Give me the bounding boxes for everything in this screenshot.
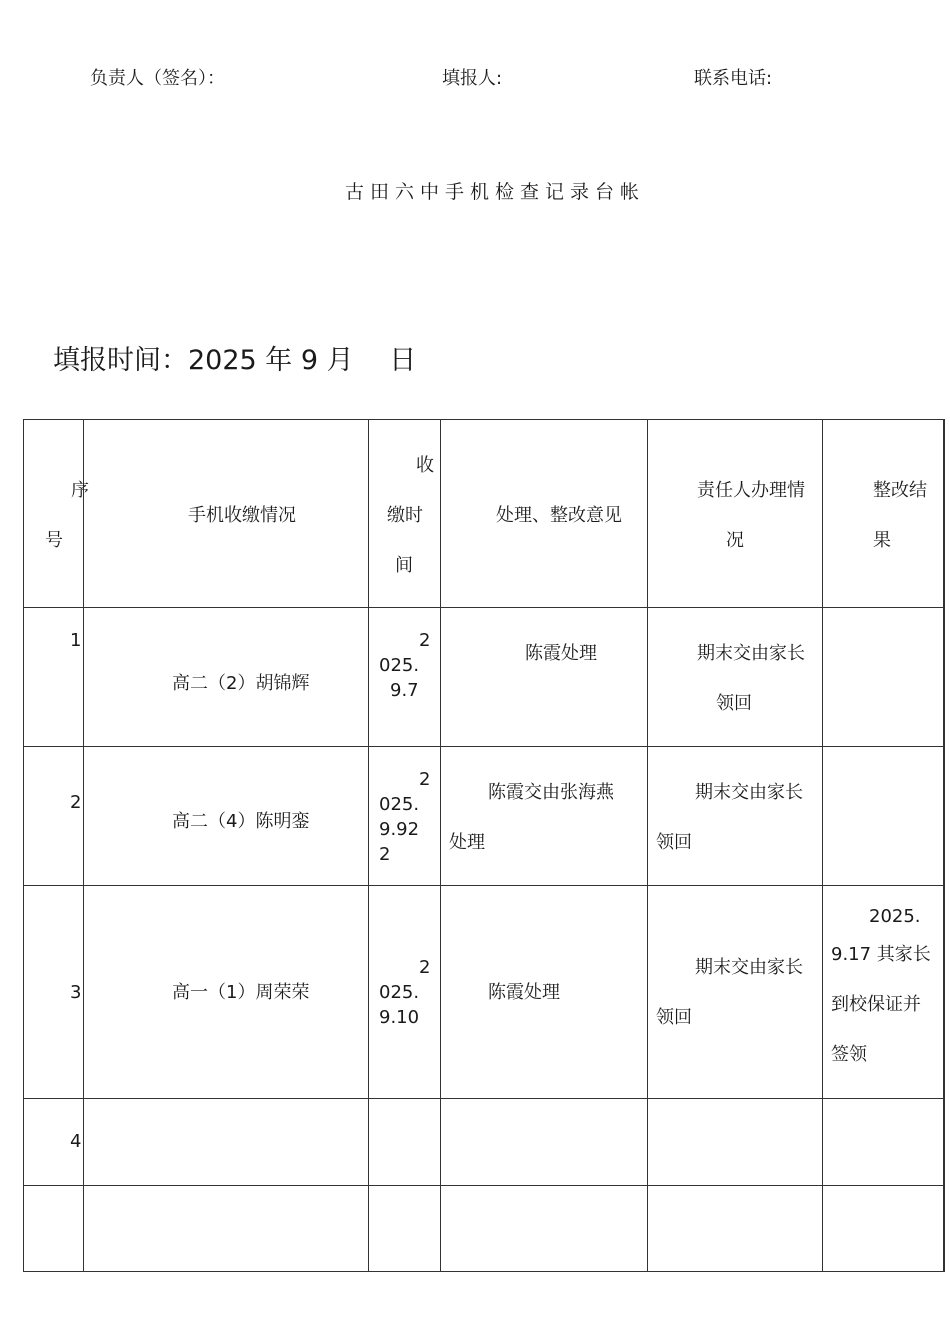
row-result-cell bbox=[823, 886, 945, 1099]
header-seq-part2: 号 bbox=[45, 530, 63, 551]
row-status-cell bbox=[84, 1099, 369, 1186]
header-status-label: 手机收缴情况 bbox=[188, 505, 296, 526]
responsible-signature-label: 负责人（签名）： bbox=[90, 68, 225, 89]
row-opinion-cell bbox=[441, 747, 648, 886]
header-time-part3: 间 bbox=[395, 555, 413, 576]
row-opinion-cell bbox=[441, 608, 648, 747]
row-status: 高一（1）周荣荣 bbox=[172, 982, 310, 1003]
header-opinion-label: 处理、整改意见 bbox=[496, 505, 622, 526]
row-time-line: 025. bbox=[379, 794, 420, 815]
row-time-line: 2 bbox=[419, 769, 431, 790]
header-handling-part2: 况 bbox=[726, 530, 744, 551]
row-opinion-line: 处理 bbox=[449, 832, 485, 853]
row-result-cell bbox=[823, 608, 945, 747]
table-row bbox=[24, 747, 945, 886]
row-time-line: 2 bbox=[379, 844, 391, 865]
row-result-cell bbox=[823, 1186, 945, 1272]
table-header-row bbox=[24, 420, 945, 608]
fill-date: 填报时间：2025 年 9 月 日 bbox=[53, 345, 417, 376]
row-handling-line: 期末交由家长 bbox=[695, 782, 803, 803]
row-time-line: 2 bbox=[419, 630, 431, 651]
row-opinion-cell bbox=[441, 1186, 648, 1272]
header-result bbox=[823, 420, 945, 608]
row-result-cell bbox=[823, 1099, 945, 1186]
header-status bbox=[84, 420, 369, 608]
row-opinion-line: 陈霞处理 bbox=[525, 643, 597, 664]
row-result-cell bbox=[823, 747, 945, 886]
header-time bbox=[369, 420, 441, 608]
table-right-edge-line bbox=[943, 419, 944, 1272]
row-seq-cell bbox=[24, 1099, 84, 1186]
row-time-line: 9.10 bbox=[379, 1007, 420, 1028]
row-seq-cell bbox=[24, 886, 84, 1099]
row-handling-cell bbox=[648, 747, 823, 886]
table-row-empty bbox=[24, 1186, 945, 1272]
row-handling-line: 期末交由家长 bbox=[695, 957, 803, 978]
row-status-cell bbox=[84, 1186, 369, 1272]
header-handling-part1: 责任人办理情 bbox=[697, 480, 805, 501]
phone-label: 联系电话: bbox=[694, 68, 773, 89]
inspection-record-table bbox=[23, 419, 945, 1272]
row-handling-line: 领回 bbox=[656, 1007, 692, 1028]
header-opinion bbox=[441, 420, 648, 608]
table-row bbox=[24, 608, 945, 747]
row-opinion-cell bbox=[441, 886, 648, 1099]
header-handling bbox=[648, 420, 823, 608]
row-result-line: 9.17 其家长 bbox=[831, 944, 931, 965]
row-time-cell bbox=[369, 747, 441, 886]
row-handling-line: 期末交由家长 bbox=[697, 643, 805, 664]
row-result-line: 签领 bbox=[831, 1044, 867, 1065]
row-opinion-line: 陈霞处理 bbox=[488, 982, 560, 1003]
row-opinion-line: 陈霞交由张海燕 bbox=[488, 782, 614, 803]
row-status-cell bbox=[84, 886, 369, 1099]
row-seq: 1 bbox=[70, 630, 82, 651]
table-row bbox=[24, 886, 945, 1099]
row-handling-cell bbox=[648, 1186, 823, 1272]
header-time-part2: 缴时 bbox=[387, 505, 423, 526]
document-title: 古田六中手机检查记录台帐 bbox=[344, 181, 645, 203]
header-result-part1: 整改结 bbox=[873, 480, 927, 501]
row-time-cell bbox=[369, 1099, 441, 1186]
row-status: 高二（2）胡锦辉 bbox=[172, 673, 310, 694]
row-time-line: 2 bbox=[419, 957, 431, 978]
row-status: 高二（4）陈明銮 bbox=[172, 811, 310, 832]
row-opinion-cell bbox=[441, 1099, 648, 1186]
header-seq-part1: 序 bbox=[71, 480, 89, 501]
header-time-part1: 收 bbox=[416, 455, 434, 476]
row-handling-cell bbox=[648, 886, 823, 1099]
row-time-line: 025. bbox=[379, 982, 420, 1003]
row-handling-line: 领回 bbox=[656, 832, 692, 853]
row-status-cell bbox=[84, 747, 369, 886]
row-handling-line: 领回 bbox=[716, 693, 752, 714]
row-seq: 3 bbox=[70, 982, 82, 1003]
row-result-line: 到校保证并 bbox=[831, 994, 921, 1015]
row-seq-cell bbox=[24, 1186, 84, 1272]
row-seq: 4 bbox=[70, 1131, 82, 1152]
row-result-line: 2025. bbox=[869, 906, 921, 927]
header-seq bbox=[24, 420, 89, 608]
row-seq-cell bbox=[24, 747, 84, 886]
table-row bbox=[24, 1099, 945, 1186]
reporter-label: 填报人: bbox=[442, 68, 503, 89]
row-time-line: 9.92 bbox=[379, 819, 420, 840]
row-seq-cell bbox=[24, 608, 84, 747]
row-seq: 2 bbox=[70, 792, 82, 813]
row-status-cell bbox=[84, 608, 369, 747]
header-result-part2: 果 bbox=[873, 530, 891, 551]
row-handling-cell bbox=[648, 608, 823, 747]
row-time-cell bbox=[369, 1186, 441, 1272]
row-handling-cell bbox=[648, 1099, 823, 1186]
row-time-line: 025. bbox=[379, 655, 420, 676]
row-time-line: 9.7 bbox=[390, 680, 419, 701]
row-time-cell bbox=[369, 608, 441, 747]
row-time-cell bbox=[369, 886, 441, 1099]
